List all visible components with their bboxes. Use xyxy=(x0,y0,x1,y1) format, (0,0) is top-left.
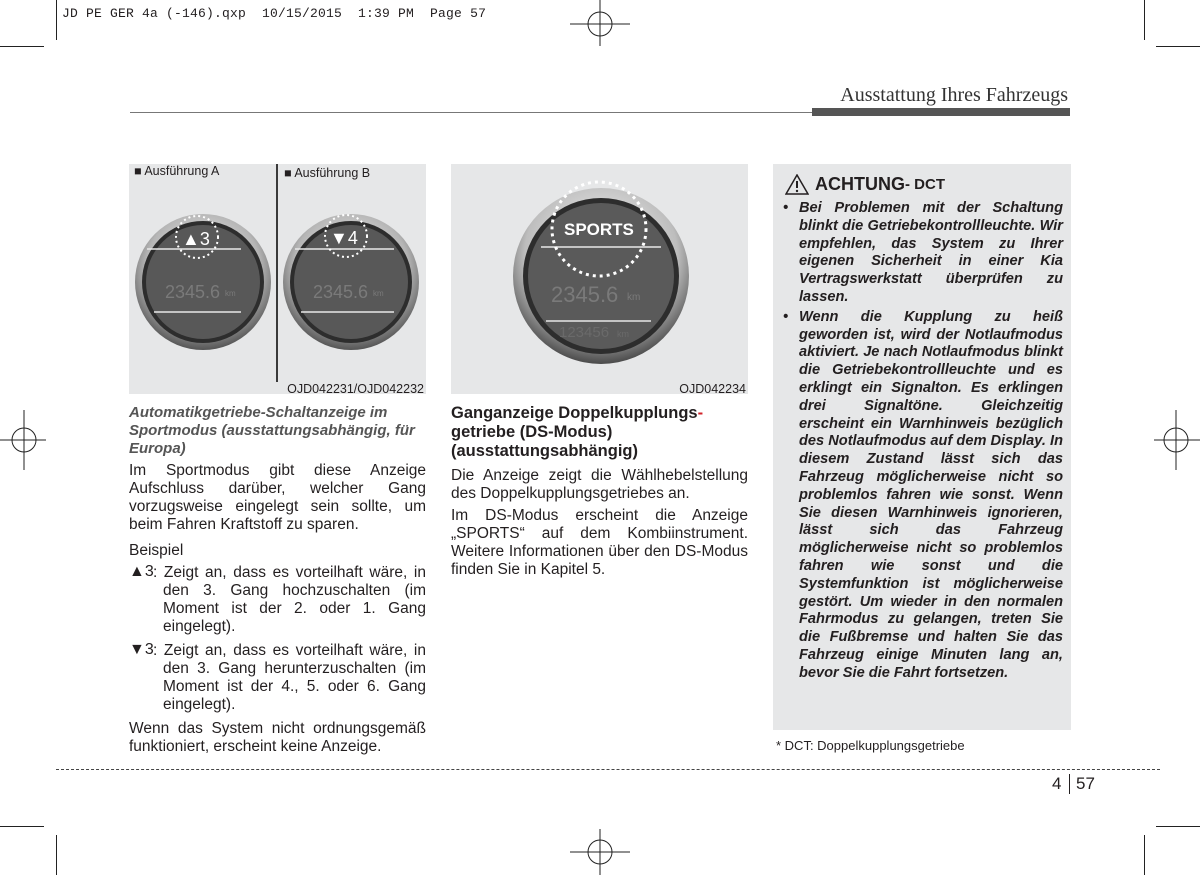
left-column xyxy=(129,404,426,756)
warning-bullet-2: • Wenn die Kupplung zu heiß geworden ist, wird der Notlaufmodus aktiviert. Je nach Notlaufmodus blinkt die Getriebekontrollleuchte und es erklingt ein Signalton. Es erklingen drei Signaltöne. Gleichzeitig erscheint ein Warnhinweis bezüglich des Notlaufmodus auf dem Display. In diesem Zustand lässt sich das Fahrzeug möglicherweise nicht so problemlos fahren wie sonst. Wenn Sie diesen Warnhinweis ignorieren, lässt sich das Fahrzeug möglicherweise nicht so problemlos fahren wie sonst und die Systemfunktion ist möglicherweise gestört. Um wieder in den normalen Fahrmodus zu gelangen, treten Sie die Fußbremse und halten Sie das Fahrzeug einige Minuten lang an, bevor Sie die Fahrt fortsetzen. xyxy=(783,308,1063,681)
intro-paragraph: Im Sportmodus gibt diese Anzeige Aufschluss darüber, welcher Gang vorzugsweise eingelegt sein sollte, um beim Fahren Kraftstoff zu sparen. xyxy=(129,462,426,533)
crop-mark xyxy=(1156,826,1200,827)
crop-mark xyxy=(1144,0,1145,40)
registration-target-icon xyxy=(1154,410,1200,470)
warning-triangle-icon xyxy=(785,174,809,195)
gauge-a-illustration xyxy=(129,192,276,382)
ds-paragraph-1: Die Anzeige zeigt die Wählhebelstellung des Doppelkupplungsgetriebes an. xyxy=(451,467,748,502)
crop-mark xyxy=(0,826,44,827)
footer-divider xyxy=(56,769,1160,770)
gauge-a-odometer: 2345.6 xyxy=(165,282,221,302)
figure-ds-mode xyxy=(451,164,748,394)
sports-badge: SPORTS xyxy=(564,220,634,239)
page-number: 57 xyxy=(1076,774,1095,793)
figure-caption: Automatikgetriebe-Schaltanzeige im Sportmodus (ausstattungsabhängig, für Europa) xyxy=(129,404,415,457)
print-slug-line: JD PE GER 4a (-146).qxp 10/15/2015 1:39 PM Page 57 xyxy=(62,6,487,21)
registration-target-icon xyxy=(0,410,46,470)
svg-text:km: km xyxy=(617,329,629,339)
figure-label-b: ■ Ausführung B xyxy=(284,166,371,180)
sports-odometer: 2345.6 xyxy=(551,282,619,307)
figure-label-a: ■ Ausführung A xyxy=(134,164,220,178)
upshift-example xyxy=(129,564,426,636)
gauge-b-odometer: 2345.6 xyxy=(313,282,369,302)
crop-mark xyxy=(1144,835,1145,875)
figure-code: OJD042234 xyxy=(679,382,746,396)
figure-divider xyxy=(276,164,278,382)
section-heading: Ganganzeige Doppelkupplungs- getriebe (DS-Modus) (ausstattungsabhängig) xyxy=(451,404,704,460)
svg-text:km: km xyxy=(225,289,236,298)
outro-paragraph: Wenn das System nicht ordnungsgemäß funktioniert, erscheint keine Anzeige. xyxy=(129,720,426,755)
gauge-b-illustration xyxy=(279,192,426,382)
warning-box xyxy=(773,164,1071,730)
warning-header xyxy=(785,174,945,195)
gauge-b-indicator: ▼4 xyxy=(330,228,358,248)
header-accent-bar xyxy=(812,108,1070,116)
crop-mark xyxy=(56,835,57,875)
crop-mark xyxy=(1156,46,1200,47)
crop-mark xyxy=(56,0,57,40)
middle-column xyxy=(451,404,748,579)
example-label: Beispiel xyxy=(129,542,184,559)
downshift-indicator-icon: ▼3 xyxy=(129,641,154,658)
registration-target-icon xyxy=(570,829,630,875)
gauge-sports-illustration xyxy=(451,164,748,382)
warning-title: ACHTUNG xyxy=(815,174,905,194)
downshift-example xyxy=(129,642,426,714)
footnote: * DCT: Doppelkupplungsgetriebe xyxy=(776,738,965,753)
gauge-a-indicator: ▲3 xyxy=(182,229,210,249)
sports-trip: 123456 xyxy=(559,324,610,341)
upshift-indicator-icon: ▲3 xyxy=(129,563,154,580)
ds-paragraph-2: Im DS-Modus erscheint die Anzeige „SPORTS“ auf dem Kombiinstrument. Weitere Informationen über den DS-Modus finden Sie in Kapitel 5. xyxy=(451,507,748,578)
figure-code: OJD042231/OJD042232 xyxy=(287,382,424,396)
warning-bullet-1: • Bei Problemen mit der Schaltung blinkt die Getriebekontrollleuchte. Wir empfehlen, das System zu Ihrer eigenen Sicherheit in einer Kia Vertragswerkstatt überprüfen zu lassen. xyxy=(783,200,1063,305)
page-number-separator xyxy=(1069,774,1070,794)
registration-target-icon xyxy=(570,0,630,46)
downshift-description: : Zeigt an, dass es vorteilhaft wäre, in den 3. Gang herunterzuschalten (im Moment ist der 4., 5. oder 6. Gang eingelegt). xyxy=(153,642,426,713)
svg-text:km: km xyxy=(373,289,384,298)
figure-shift-indicator xyxy=(129,164,426,394)
crop-mark xyxy=(0,46,44,47)
svg-text:km: km xyxy=(627,292,641,303)
chapter-number: 4 xyxy=(1052,774,1062,793)
warning-bullets xyxy=(773,200,1063,683)
warning-subtitle: - DCT xyxy=(905,176,945,193)
upshift-description: : Zeigt an, dass es vorteilhaft wäre, in den 3. Gang hochzuschalten (im Moment ist der 2. oder 1. Gang eingelegt). xyxy=(153,564,426,635)
section-header-title: Ausstattung Ihres Fahrzeugs xyxy=(840,84,1068,106)
